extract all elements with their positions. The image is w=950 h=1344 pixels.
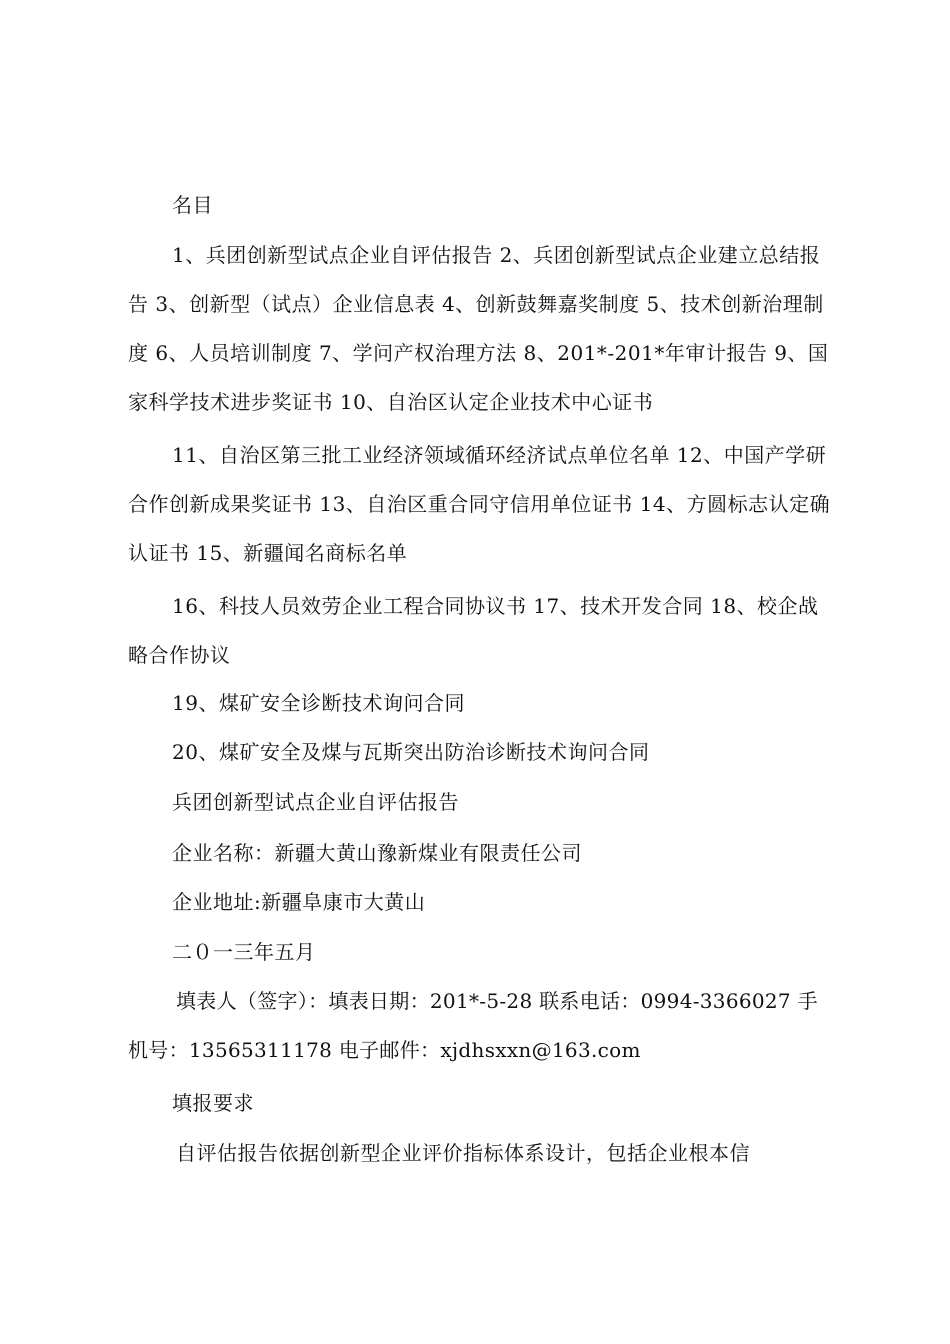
toc-item-19: 19、煤矿安全诊断技术询问合同 <box>172 691 465 715</box>
signature-line: 填表人（签字）：填表日期：201*-5-28 联系电话：0994-3366027 手机号：13565311178 电子邮件：xjdhsxxn@163.com <box>128 989 818 1062</box>
report-date: 二０一三年五月 <box>172 940 316 964</box>
toc-item-20: 20、煤矿安全及煤与瓦斯突出防治诊断技术询问合同 <box>172 740 650 764</box>
requirements-text: 自评估报告依据创新型企业评价指标体系设计，包括企业根本信 <box>176 1141 750 1165</box>
report-title: 兵团创新型试点企业自评估报告 <box>172 790 459 814</box>
requirements-heading: 填报要求 <box>172 1091 254 1115</box>
company-name: 企业名称：新疆大黄山豫新煤业有限责任公司 <box>172 841 582 865</box>
toc-items-16-18: 16、科技人员效劳企业工程合同协议书 17、技术开发合同 18、校企战略合作协议 <box>128 594 819 667</box>
toc-items-11-15: 11、自治区第三批工业经济领域循环经济试点单位名单 12、中国产学研合作创新成果奖证书 13、自治区重合同守信用单位证书 14、方圆标志认定确认证书 15、新疆闻名商标名单 <box>128 443 831 565</box>
toc-items-1-10: 1、兵团创新型试点企业自评估报告 2、兵团创新型试点企业建立总结报告 3、创新型（试点）企业信息表 4、创新鼓舞嘉奖制度 5、技术创新治理制度 6、人员培训制度 7、学问产权治理方法 8、201*-201*年审计报告 9、国家科学技术进步奖证书 10、自治区认定企业技术中心证书 <box>128 243 829 414</box>
company-address: 企业地址:新疆阜康市大黄山 <box>172 890 426 914</box>
toc-heading: 名目 <box>172 193 213 217</box>
